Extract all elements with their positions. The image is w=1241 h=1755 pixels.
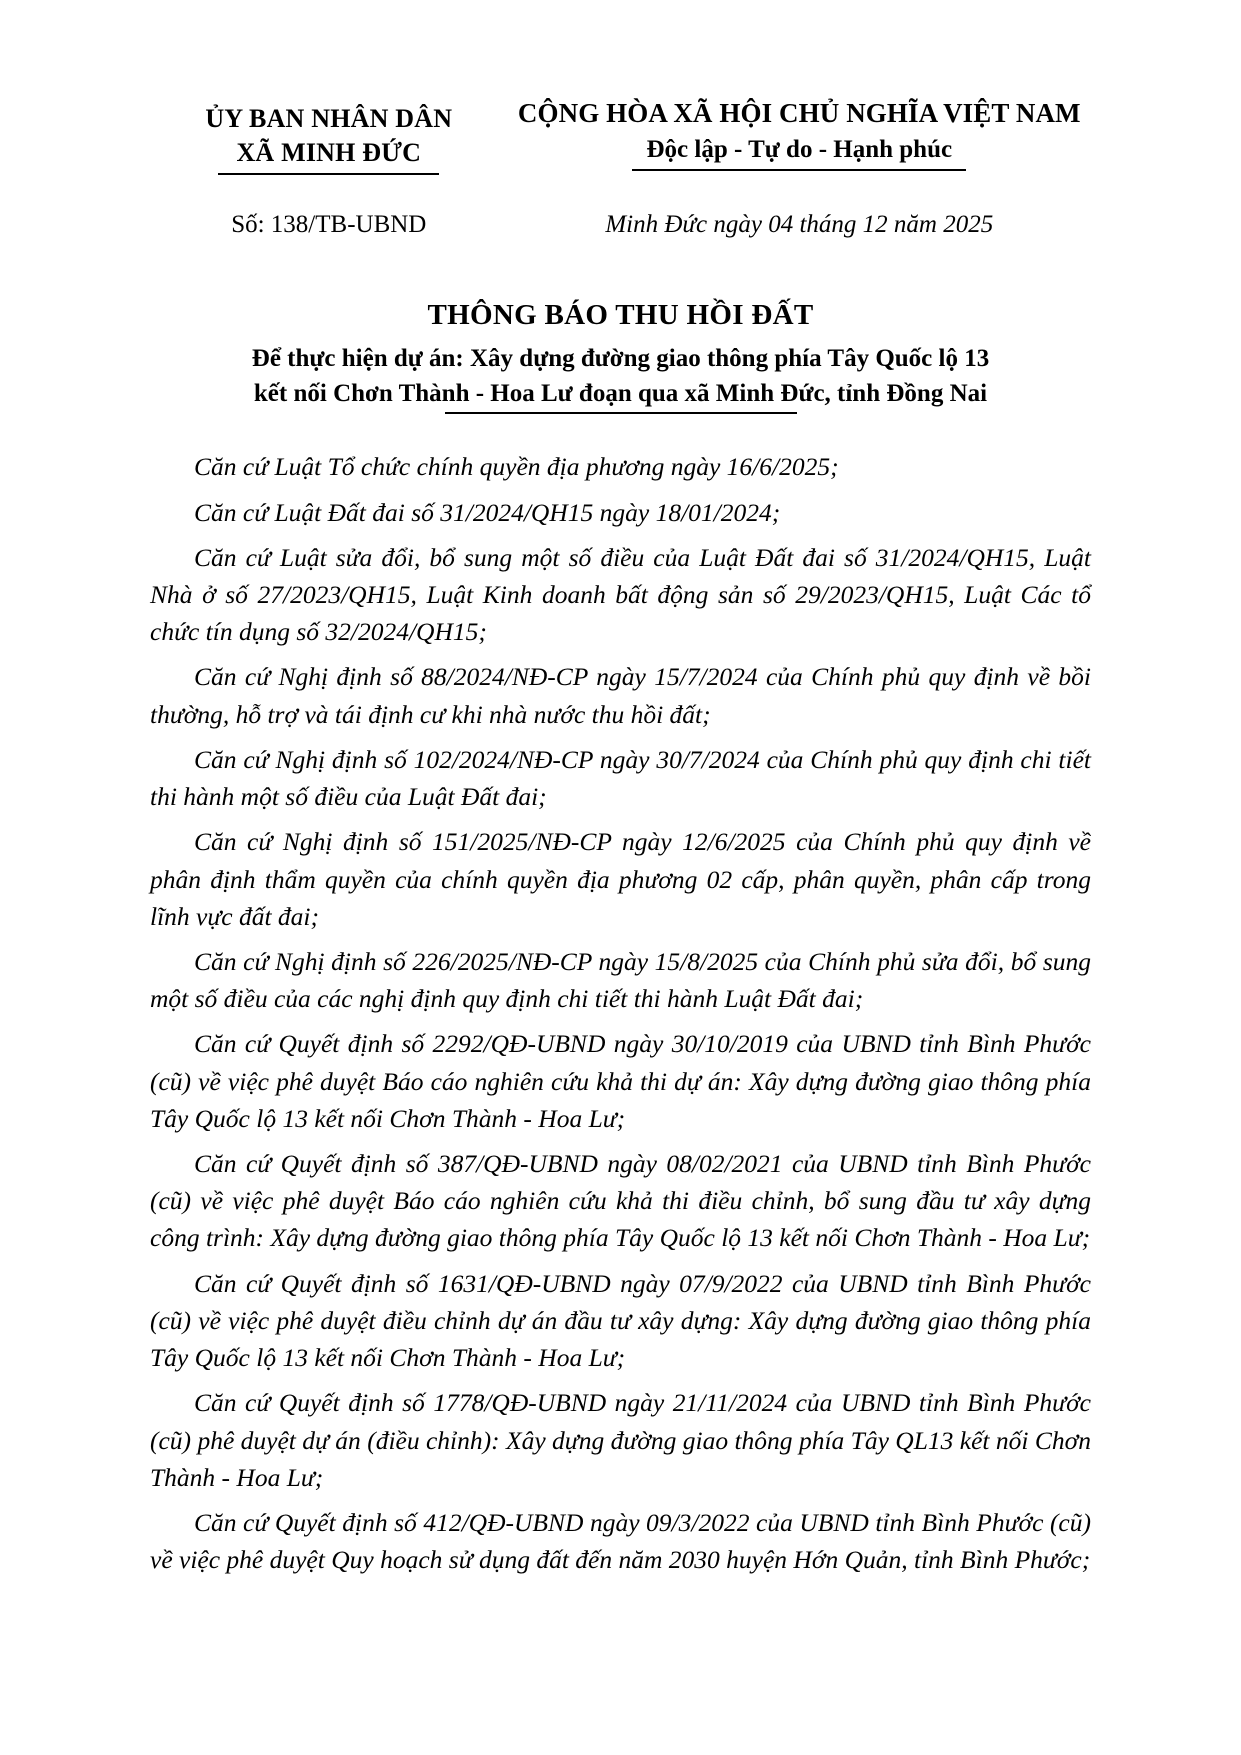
- document-header: [150, 96, 1091, 175]
- issuing-authority-line-1: ỦY BAN NHÂN DÂN: [205, 104, 453, 133]
- title-block: [150, 297, 1091, 415]
- national-name: CỘNG HÒA XÃ HỘI CHỦ NGHĨA VIỆT NAM: [517, 98, 1081, 128]
- body-paragraph: Căn cứ Quyết định số 1631/QĐ-UBND ngày 07/9/2022 của UBND tỉnh Bình Phước (cũ) về việc phê duyệt điều chỉnh dự án đầu tư xây dựng: Xây dựng đường giao thông phía Tây Quốc lộ 13 kết nối Chơn Thành - Hoa Lư;: [150, 1268, 1091, 1373]
- body-paragraph: Căn cứ Nghị định số 151/2025/NĐ-CP ngày 12/6/2025 của Chính phủ quy định về phân định thẩm quyền của chính quyền địa phương 02 cấp, phân quyền, phân cấp trong lĩnh vực đất đai;: [150, 827, 1091, 931]
- body-paragraph: Căn cứ Nghị định số 88/2024/NĐ-CP ngày 15/7/2024 của Chính phủ quy định về bồi thường, hỗ trợ và tái định cư khi nhà nước thu hồi đất;: [150, 662, 1091, 729]
- issuing-authority-line-2: XÃ MINH ĐỨC: [218, 136, 439, 174]
- title-underline-wrap: [150, 412, 1091, 414]
- body-paragraph: Căn cứ Quyết định số 1778/QĐ-UBND ngày 21/11/2024 của UBND tỉnh Bình Phước (cũ) phê duyệt dự án (điều chỉnh): Xây dựng đường giao thông phía Tây QL13 kết nối Chơn Thành - Hoa Lư;: [150, 1388, 1091, 1492]
- body-paragraph: Căn cứ Luật Đất đai số 31/2024/QH15 ngày 18/01/2024;: [194, 497, 781, 527]
- body-paragraph: Căn cứ Quyết định số 2292/QĐ-UBND ngày 30/10/2019 của UBND tỉnh Bình Phước (cũ) về việc phê duyệt Báo cáo nghiên cứu khả thi dự án: Xây dựng đường giao thông phía Tây Quốc lộ 13 kết nối Chơn Thành - Hoa Lư;: [150, 1029, 1091, 1133]
- document-body: [150, 448, 1091, 1578]
- issuing-authority-block: [150, 96, 508, 175]
- body-paragraph: Căn cứ Quyết định số 387/QĐ-UBND ngày 08/02/2021 của UBND tỉnh Bình Phước (cũ) về việc phê duyệt Báo cáo nghiên cứu khả thi điều chỉnh, bổ sung đầu tư xây dựng công trình: Xây dựng đường giao thông phía Tây Quốc lộ 13 kết nối Chơn Thành - Hoa Lư;: [150, 1149, 1091, 1253]
- document-subtitle: [150, 342, 1091, 411]
- body-paragraph: Căn cứ Nghị định số 226/2025/NĐ-CP ngày 15/8/2025 của Chính phủ sửa đổi, bổ sung một số điều của các nghị định quy định chi tiết thi hành Luật Đất đai;: [150, 946, 1091, 1014]
- body-paragraph: Căn cứ Nghị định số 102/2024/NĐ-CP ngày 30/7/2024 của Chính phủ quy định chi tiết thi hành một số điều của Luật Đất đai;: [150, 744, 1091, 812]
- body-paragraph: Căn cứ Quyết định số 412/QĐ-UBND ngày 09/3/2022 của UBND tỉnh Bình Phước (cũ) về việc phê duyệt Quy hoạch sử dụng đất đến năm 2030 huyện Hớn Quản, tỉnh Bình Phước;: [150, 1508, 1091, 1575]
- document-number: Số: 138/TB-UBND: [231, 210, 427, 238]
- subtitle-line-1: Để thực hiện dự án: Xây dựng đường giao thông phía Tây Quốc lộ 13: [251, 345, 990, 373]
- body-paragraph: Căn cứ Luật Tổ chức chính quyền địa phương ngày 16/6/2025;: [194, 452, 839, 482]
- place-and-date: Minh Đức ngày 04 tháng 12 năm 2025: [605, 210, 994, 238]
- body-paragraph: Căn cứ Luật sửa đổi, bổ sung một số điều của Luật Đất đai số 31/2024/QH15, Luật Nhà ở số 27/2023/QH15, Luật Kinh doanh bất động sản số 29/2023/QH15, Luật Các tổ chức tín dụng số 32/2024/QH15;: [150, 542, 1091, 647]
- title-underline-rule: [445, 412, 797, 414]
- subtitle-line-2: kết nối Chơn Thành - Hoa Lư đoạn qua xã Minh Đức, tỉnh Đồng Nai: [253, 379, 988, 407]
- national-motto: Độc lập - Tự do - Hạnh phúc: [632, 133, 966, 171]
- page-title: THÔNG BÁO THU HỒI ĐẤT: [427, 298, 814, 331]
- national-heading-block: [508, 96, 1091, 171]
- document-meta-row: [150, 211, 1091, 239]
